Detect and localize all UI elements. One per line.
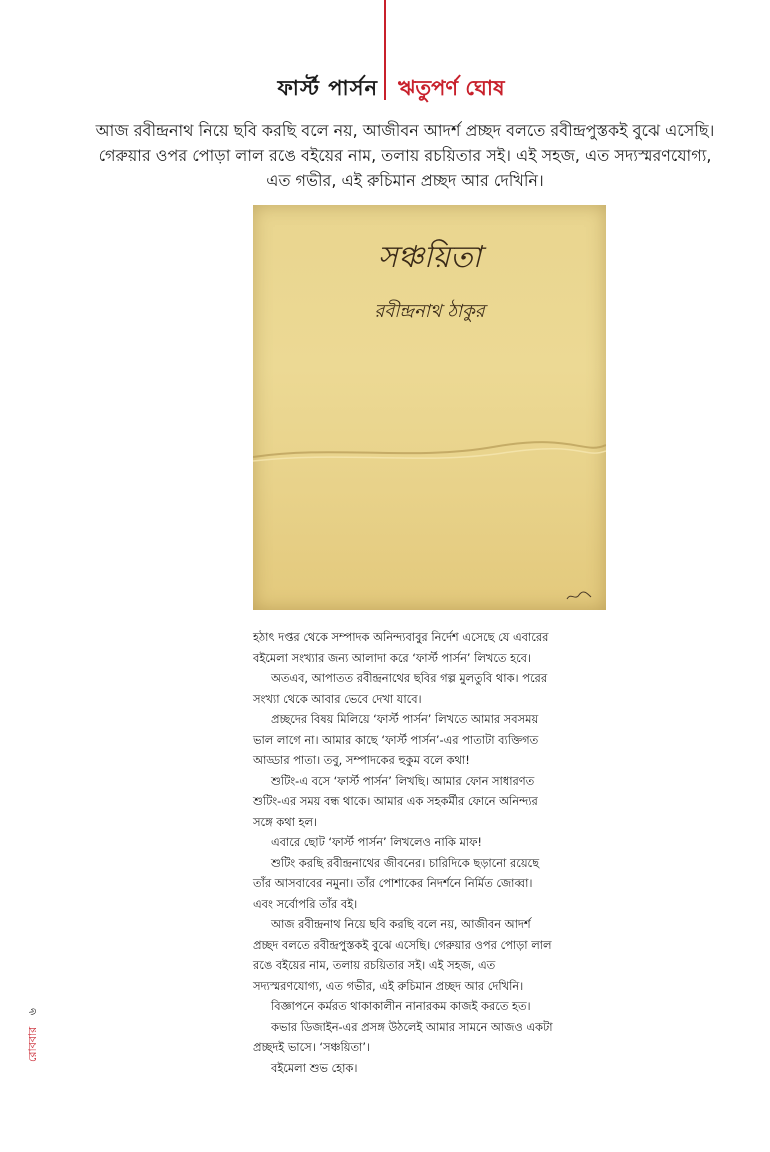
paragraph: শুটিং করছি রবীন্দ্রনাথের জীবনের। চারিদিকে ছড়ানো রয়েছে তাঁর আসবাবের নমুনা। তাঁর পোশাকের নিদর্শনে নির্মিত জোব্বা। এবং সর্বোপরি তাঁর বই। — [253, 855, 540, 911]
lede-line: এত গভীর, এই রুচিমান প্রচ্ছদ আর দেখিনি। — [266, 171, 544, 190]
author-name: ঋতুপর্ণ ঘোষ — [398, 76, 505, 100]
header-divider — [384, 0, 386, 100]
folio — [24, 1008, 39, 1152]
cover-signature: রবীন্দ্রনাথ ঠাকুর — [374, 301, 485, 322]
magazine-name: রোববার — [26, 1026, 39, 1062]
page-number: ৬ — [26, 1008, 39, 1016]
paragraph: প্রচ্ছদের বিষয় মিলিয়ে ‘ফার্স্ট পার্সন’ লিখতে আমার সবসময় ভাল লাগে না। আমার কাছে ‘ফার্স্ট পার্সন’-এর পাতাটা ব্যক্তিগত আড্ডার পাতা। তবু, সম্পাদকের হুকুম বলে কথা! — [253, 712, 539, 767]
paragraph: শুটিং-এ বসে ‘ফার্স্ট পার্সন’ লিখছি। আমার ফোন সাধারণত শুটিং-এর সময় বন্ধ থাকে। আমার এক সহকর্মীর ফোনে অনিন্দ্যর সঙ্গে কথা হল। — [253, 773, 538, 829]
book-cover-image — [253, 205, 606, 610]
paragraph: আজ রবীন্দ্রনাথ নিয়ে ছবি করছি বলে নয়, আজীবন আদর্শ প্রচ্ছদ বলতে রবীন্দ্রপুস্তকই বুঝে এসেছি। গেরুয়ার ওপর পোড়া লাল রঙে বইয়ের নাম, তলায় রচয়িতার সই। এই সহজ, এত সদ্যস্মরণযোগ্য, এত গভীর, এই রুচিমান প্রচ্ছদ আর দেখিনি। — [253, 917, 552, 993]
paragraph: বিজ্ঞাপনে কর্মরত থাকাকালীন নানারকম কাজই করতে হত। — [271, 999, 531, 1013]
cover-corner-mark-icon — [566, 590, 592, 602]
cover-crease-mark — [253, 437, 606, 467]
cover-title-handwritten: সঞ্চয়িতা — [377, 240, 482, 275]
paragraph: এবারে ছোট ‘ফার্স্ট পার্সন’ লিখলেও নাকি মাফ! — [271, 835, 482, 849]
lede-line: আজ রবীন্দ্রনাথ নিয়ে ছবি করছি বলে নয়, আজীবন আদর্শ প্রচ্ছদ বলতে রবীন্দ্রপুস্তকই বুঝে এসেছি। — [95, 121, 715, 140]
paragraph: অতএব, আপাতত রবীন্দ্রনাথের ছবির গল্প মুলতুবি থাক। পরের সংখ্যা থেকে আবার ভেবে দেখা যাবে। — [253, 671, 548, 706]
column-title: ফার্স্ট পার্সন — [277, 76, 378, 100]
paragraph: কভার ডিজাইন-এর প্রসঙ্গ উঠলেই আমার সামনে আজও একটা প্রচ্ছদই ভাসে। ‘সঞ্চয়িতা’। — [253, 1019, 553, 1054]
paragraph: বইমেলা শুভ হোক। — [271, 1060, 358, 1075]
paragraph: হঠাৎ দপ্তর থেকে সম্পাদক অনিন্দ্যবাবুর নির্দেশ এসেছে যে এবারের বইমেলা সংখ্যার জন্য আলাদা করে ‘ফার্স্ট পার্সন’ লিখতে হবে। — [253, 630, 549, 665]
lede-line: গেরুয়ার ওপর পোড়া লাল রঙে বইয়ের নাম, তলায় রচয়িতার সই। এই সহজ, এত সদ্যস্মরণযোগ্য, — [98, 146, 712, 165]
article-body — [253, 627, 553, 1078]
lede-quote — [80, 118, 730, 193]
